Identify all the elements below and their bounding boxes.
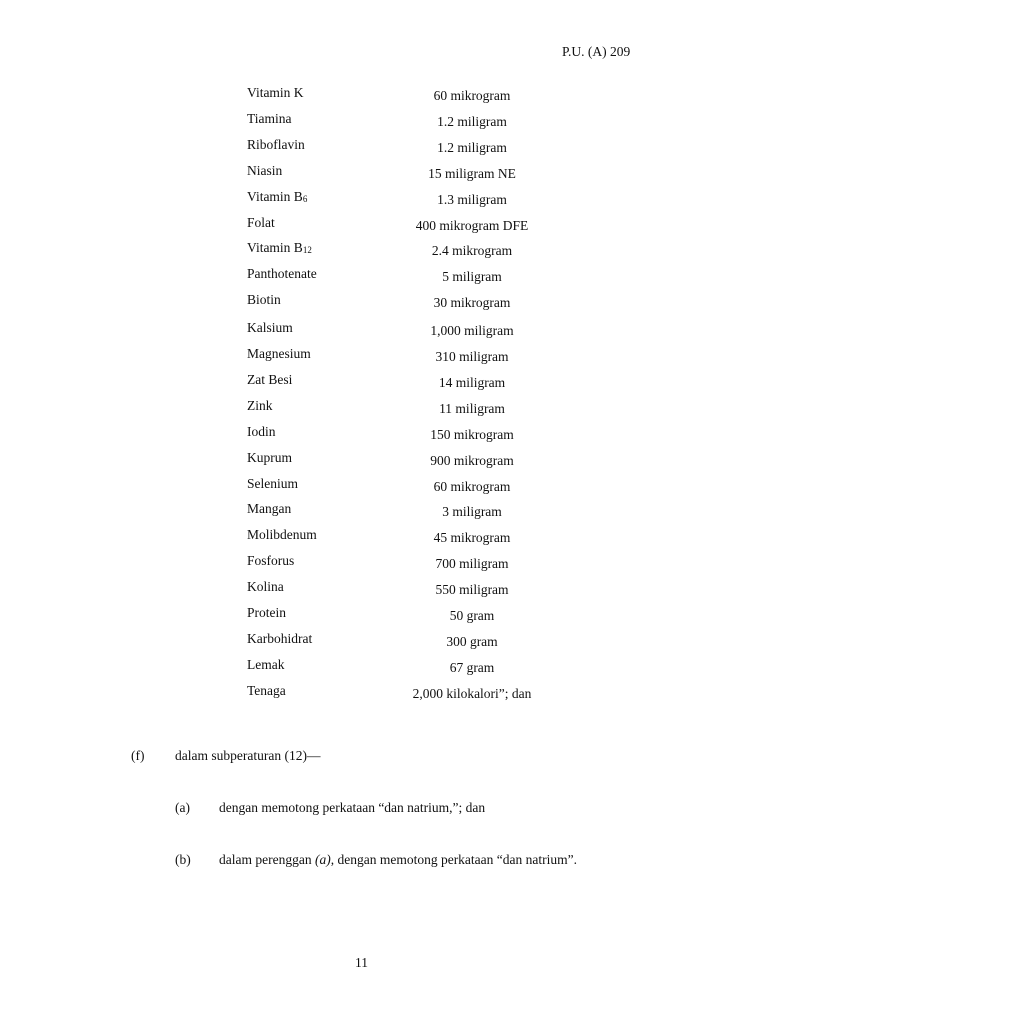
nutrient-name: [247, 398, 273, 414]
nutrient-name-text: Karbohidrat: [247, 630, 313, 646]
nutrient-value: 150 mikrogram: [430, 426, 514, 442]
nutrient-name-text: Vitamin B: [247, 188, 303, 204]
nutrient-name-text: Lemak: [247, 656, 285, 672]
nutrient-name: [247, 163, 282, 179]
nutrient-name-text: Molibdenum: [247, 527, 317, 543]
nutrient-name-text: Zink: [247, 397, 273, 413]
nutrient-value: 2.4 mikrogram: [431, 243, 513, 259]
nutrient-name-text: Biotin: [247, 292, 281, 308]
nutrient-name: [247, 215, 275, 231]
nutrient-name: [247, 111, 292, 127]
nutrient-value: 550 miligram: [435, 582, 509, 598]
nutrient-name-text: Vitamin K: [247, 85, 304, 100]
nutrient-name-text: Kolina: [247, 579, 284, 595]
nutrient-name: [247, 450, 292, 466]
nutrient-value: 2,000 kilokalori”; dan: [412, 685, 532, 701]
nutrient-value: 400 mikrogram DFE: [415, 217, 529, 233]
para-b-text: [219, 852, 577, 868]
nutrient-value: 310 miligram: [435, 349, 509, 364]
nutrient-name: [247, 292, 281, 308]
nutrient-name-text: Vitamin B: [247, 240, 303, 256]
nutrient-name: [247, 476, 298, 492]
para-a-text: dengan memotong perkataan “dan natrium,”; dan: [219, 800, 486, 815]
nutrient-name: [247, 631, 312, 647]
nutrient-name: [247, 137, 305, 153]
nutrient-value: 45 mikrogram: [433, 530, 511, 546]
nutrient-value: 15 miligram NE: [428, 165, 516, 181]
nutrient-name-text: Mangan: [247, 501, 292, 517]
nutrient-name-text: Magnesium: [247, 346, 311, 361]
nutrient-name: [247, 501, 291, 517]
para-a-label: (a): [175, 800, 190, 815]
nutrient-name-text: Panthotenate: [247, 266, 317, 282]
nutrient-value: 1.2 miligram: [437, 113, 507, 129]
nutrient-name-text: Selenium: [247, 475, 298, 491]
nutrient-value: 1,000 miligram: [430, 323, 514, 339]
para-f-text: dalam subperaturan (12)—: [175, 748, 321, 763]
nutrient-value: 3 miligram: [442, 504, 502, 520]
nutrient-name-text: Zat Besi: [247, 371, 293, 387]
nutrient-name-text: Riboflavin: [247, 136, 305, 152]
nutrient-name: [247, 424, 276, 440]
para-b-italic-ref: (a): [314, 852, 331, 867]
nutrient-name: [247, 372, 292, 388]
nutrient-name: [247, 579, 284, 595]
nutrient-name-subscript: 6: [302, 193, 308, 204]
nutrient-name: [247, 189, 307, 207]
nutrient-value: 60 mikrogram: [433, 478, 511, 494]
nutrient-name: [247, 320, 293, 336]
nutrient-name-text: Kalsium: [247, 320, 293, 336]
nutrient-name: [247, 683, 286, 699]
nutrient-name: [247, 553, 294, 569]
nutrient-name: [247, 346, 311, 362]
nutrient-value: 14 miligram: [438, 374, 506, 390]
nutrient-name: [247, 266, 317, 282]
nutrient-name-text: Tiamina: [247, 110, 292, 126]
para-b-text-after: , dengan memotong perkataan “dan natrium”.: [330, 852, 578, 867]
nutrient-value: 300 gram: [446, 633, 498, 649]
nutrient-value: 67 gram: [449, 659, 495, 675]
nutrient-name: [247, 657, 284, 673]
para-b-label: (b): [175, 852, 191, 867]
nutrient-name: [247, 240, 312, 258]
nutrient-name: [247, 85, 304, 101]
nutrient-value: 1.3 miligram: [437, 191, 507, 207]
para-b-text-before: dalam perenggan: [219, 852, 315, 867]
nutrient-value: 30 mikrogram: [433, 295, 511, 311]
nutrient-value: 11 miligram: [439, 400, 505, 416]
nutrient-value: 60 mikrogram: [433, 88, 511, 103]
nutrient-name: [247, 527, 317, 543]
page-number: 11: [355, 955, 368, 970]
para-f-label: (f): [131, 748, 145, 763]
nutrient-name-text: Folat: [247, 214, 275, 230]
nutrient-name-text: Protein: [247, 605, 286, 620]
nutrient-name-text: Kuprum: [247, 449, 292, 465]
nutrient-value: 5 miligram: [442, 269, 502, 285]
nutrient-name: [247, 605, 286, 621]
nutrient-value: 700 miligram: [435, 556, 509, 572]
nutrient-value: 1.2 miligram: [437, 139, 507, 155]
nutrient-name-subscript: 12: [302, 245, 312, 256]
nutrient-name-text: Fosforus: [247, 553, 295, 569]
nutrient-name-text: Iodin: [247, 423, 276, 439]
nutrient-value: 50 gram: [449, 608, 495, 623]
nutrient-name-text: Tenaga: [247, 682, 286, 698]
document-reference: P.U. (A) 209: [562, 44, 631, 59]
nutrient-name-text: Niasin: [247, 162, 283, 178]
nutrient-value: 900 mikrogram: [430, 452, 514, 468]
